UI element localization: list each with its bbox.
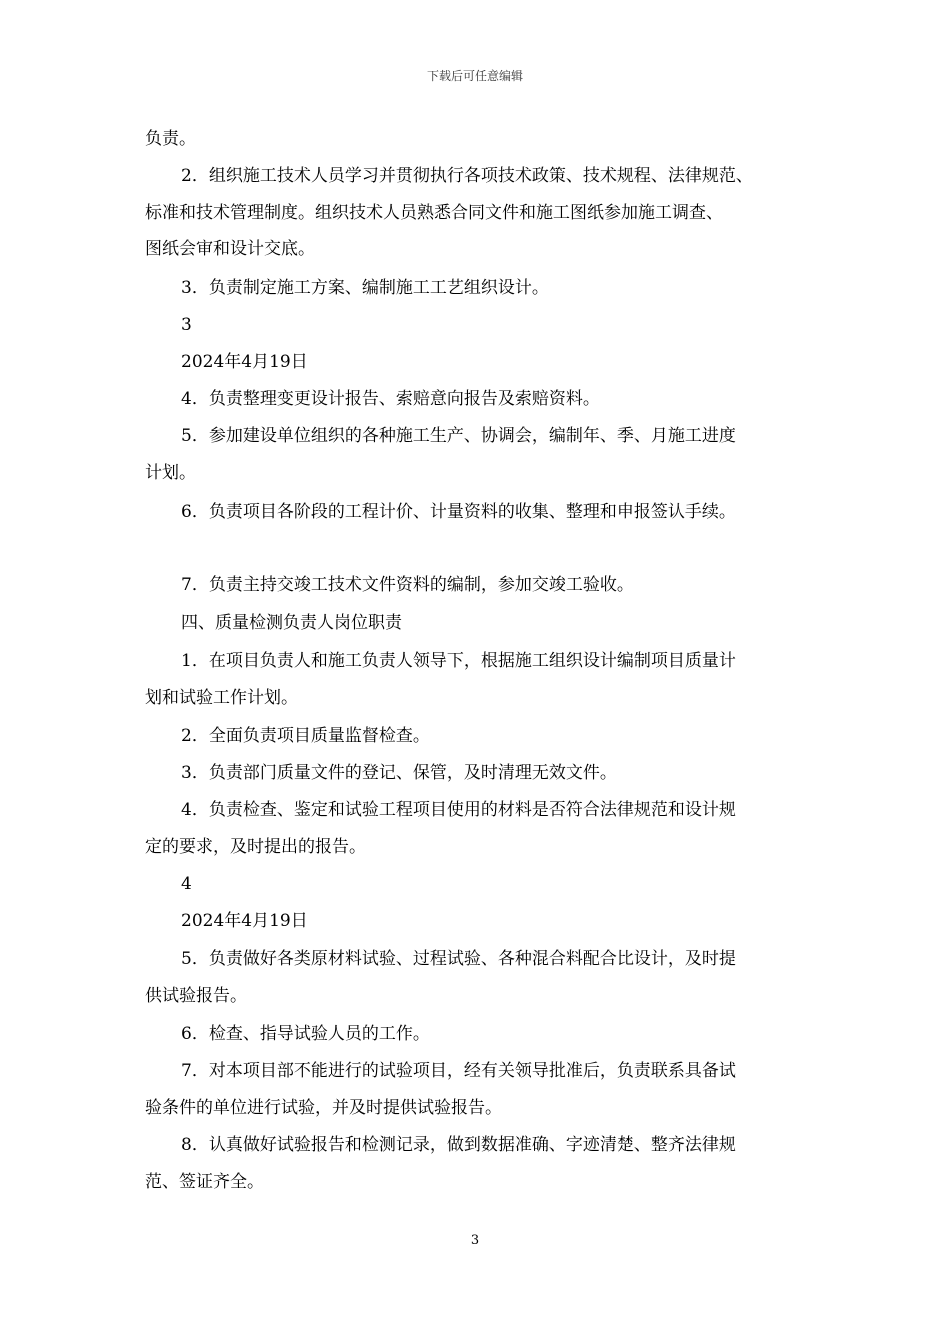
paragraph: 5．参加建设单位组织的各种施工生产、协调会，编制年、季、月施工进度 [181,426,736,446]
paragraph: 负责。 [145,129,196,149]
section-number: 3 [181,315,192,335]
paragraph: 3．负责部门质量文件的登记、保管，及时清理无效文件。 [181,763,617,783]
page-number: 3 [470,1233,480,1248]
paragraph: 6．负责项目各阶段的工程计价、计量资料的收集、整理和申报签认手续。 [181,502,736,522]
paragraph: 7．对本项目部不能进行的试验项目，经有关领导批准后，负责联系具备试 [181,1061,736,1081]
paragraph: 7．负责主持交竣工技术文件资料的编制，参加交竣工验收。 [181,575,634,595]
paragraph: 计划。 [145,463,196,483]
paragraph: 6．检查、指导试验人员的工作。 [181,1024,430,1044]
date-line: 2024年4月19日 [181,352,308,372]
paragraph: 2．全面负责项目质量监督检查。 [181,726,430,746]
paragraph: 范、签证齐全。 [145,1172,264,1192]
page-header: 下载后可任意编辑 [426,69,523,83]
paragraph: 供试验报告。 [145,986,247,1006]
paragraph: 验条件的单位进行试验，并及时提供试验报告。 [145,1098,502,1118]
paragraph: 2．组织施工技术人员学习并贯彻执行各项技术政策、技术规程、法律规范、 [181,166,753,186]
paragraph: 4．负责整理变更设计报告、索赔意向报告及索赔资料。 [181,389,600,409]
paragraph: 3．负责制定施工方案、编制施工工艺组织设计。 [181,278,549,298]
section-heading: 四、质量检测负责人岗位职责 [181,613,402,633]
paragraph: 8．认真做好试验报告和检测记录，做到数据准确、字迹清楚、整齐法律规 [181,1135,736,1155]
section-number: 4 [181,874,192,894]
paragraph: 图纸会审和设计交底。 [145,239,315,259]
paragraph: 5．负责做好各类原材料试验、过程试验、各种混合料配合比设计，及时提 [181,949,736,969]
paragraph: 标准和技术管理制度。组织技术人员熟悉合同文件和施工图纸参加施工调查、 [145,203,723,223]
paragraph: 划和试验工作计划。 [145,688,298,708]
paragraph: 1．在项目负责人和施工负责人领导下，根据施工组织设计编制项目质量计 [181,651,736,671]
paragraph: 4．负责检查、鉴定和试验工程项目使用的材料是否符合法律规范和设计规 [181,800,736,820]
date-line: 2024年4月19日 [181,911,308,931]
paragraph: 定的要求，及时提出的报告。 [145,837,366,857]
